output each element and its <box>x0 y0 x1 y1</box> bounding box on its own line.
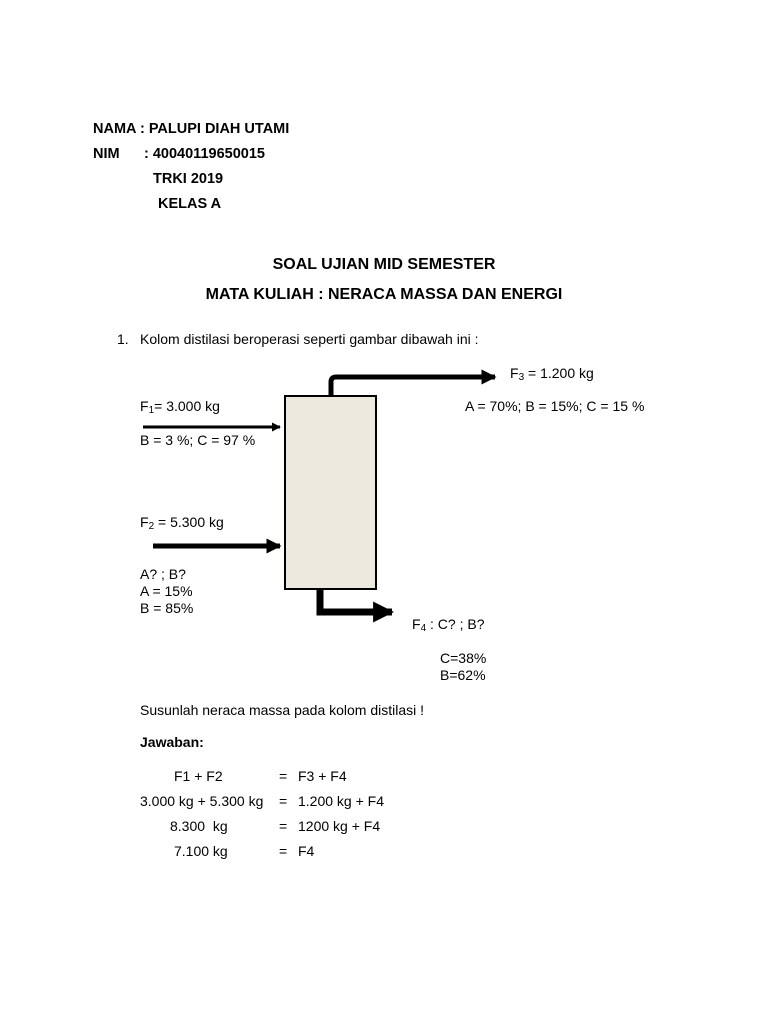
f4-composition-c: C=38% <box>440 650 487 666</box>
equation-equals: = <box>279 818 288 834</box>
question-number: 1. <box>117 331 129 347</box>
f2-label: $F_2 = 5.300$ kg <box>140 514 224 532</box>
equation-equals: = <box>279 843 288 859</box>
answer-heading: Jawaban: <box>140 734 204 750</box>
f2-composition-b: B = 85% <box>140 600 194 616</box>
program-label: TRKI 2019 <box>153 171 224 187</box>
equation-rhs: F4 <box>298 843 315 859</box>
f3-label: $F_3 = 1.200$ kg <box>510 365 594 383</box>
equation-equals: = <box>279 768 288 784</box>
f1-label: $F_1= 3.000$ kg <box>140 398 220 416</box>
f4-composition-b: B=62% <box>440 667 486 683</box>
course-title: MATA KULIAH : NERACA MASSA DAN ENERGI <box>205 286 563 303</box>
f2-composition-a: A = 15% <box>140 583 193 599</box>
f1-composition: B = 3 %; C = 97 % <box>140 432 256 448</box>
f4-label: $F_4$ : C? ; B? <box>412 616 485 634</box>
student-name: NAMA : PALUPI DIAH UTAMI <box>93 121 290 137</box>
nim-value: : 40040119650015 <box>144 146 265 162</box>
f3-composition: A = 70%; B = 15%; C = 15 % <box>465 398 645 414</box>
equation-lhs: 8.300 kg <box>170 818 228 834</box>
equation-rhs: 1.200 kg + F4 <box>298 793 385 809</box>
exam-title: SOAL UJIAN MID SEMESTER <box>272 256 496 273</box>
f3-overhead-pipe <box>331 377 495 395</box>
question-text: Kolom distilasi beroperasi seperti gambar dibawah ini : <box>140 331 479 347</box>
class-label: KELAS A <box>158 196 222 212</box>
equation-lhs: F1 + F2 <box>174 768 223 784</box>
equation-rhs: F3 + F4 <box>298 768 347 784</box>
distillation-column <box>285 396 376 589</box>
f2-composition-unknown: A? ; B? <box>140 566 186 582</box>
instruction-text: Susunlah neraca massa pada kolom distilasi ! <box>140 702 425 718</box>
nim-label: NIM <box>93 146 120 162</box>
equation-lhs: 3.000 kg + 5.300 kg <box>140 793 264 809</box>
equation-lhs: 7.100 kg <box>174 843 228 859</box>
equation-equals: = <box>279 793 288 809</box>
equation-rhs: 1200 kg + F4 <box>298 818 381 834</box>
f4-bottom-pipe <box>320 589 392 612</box>
